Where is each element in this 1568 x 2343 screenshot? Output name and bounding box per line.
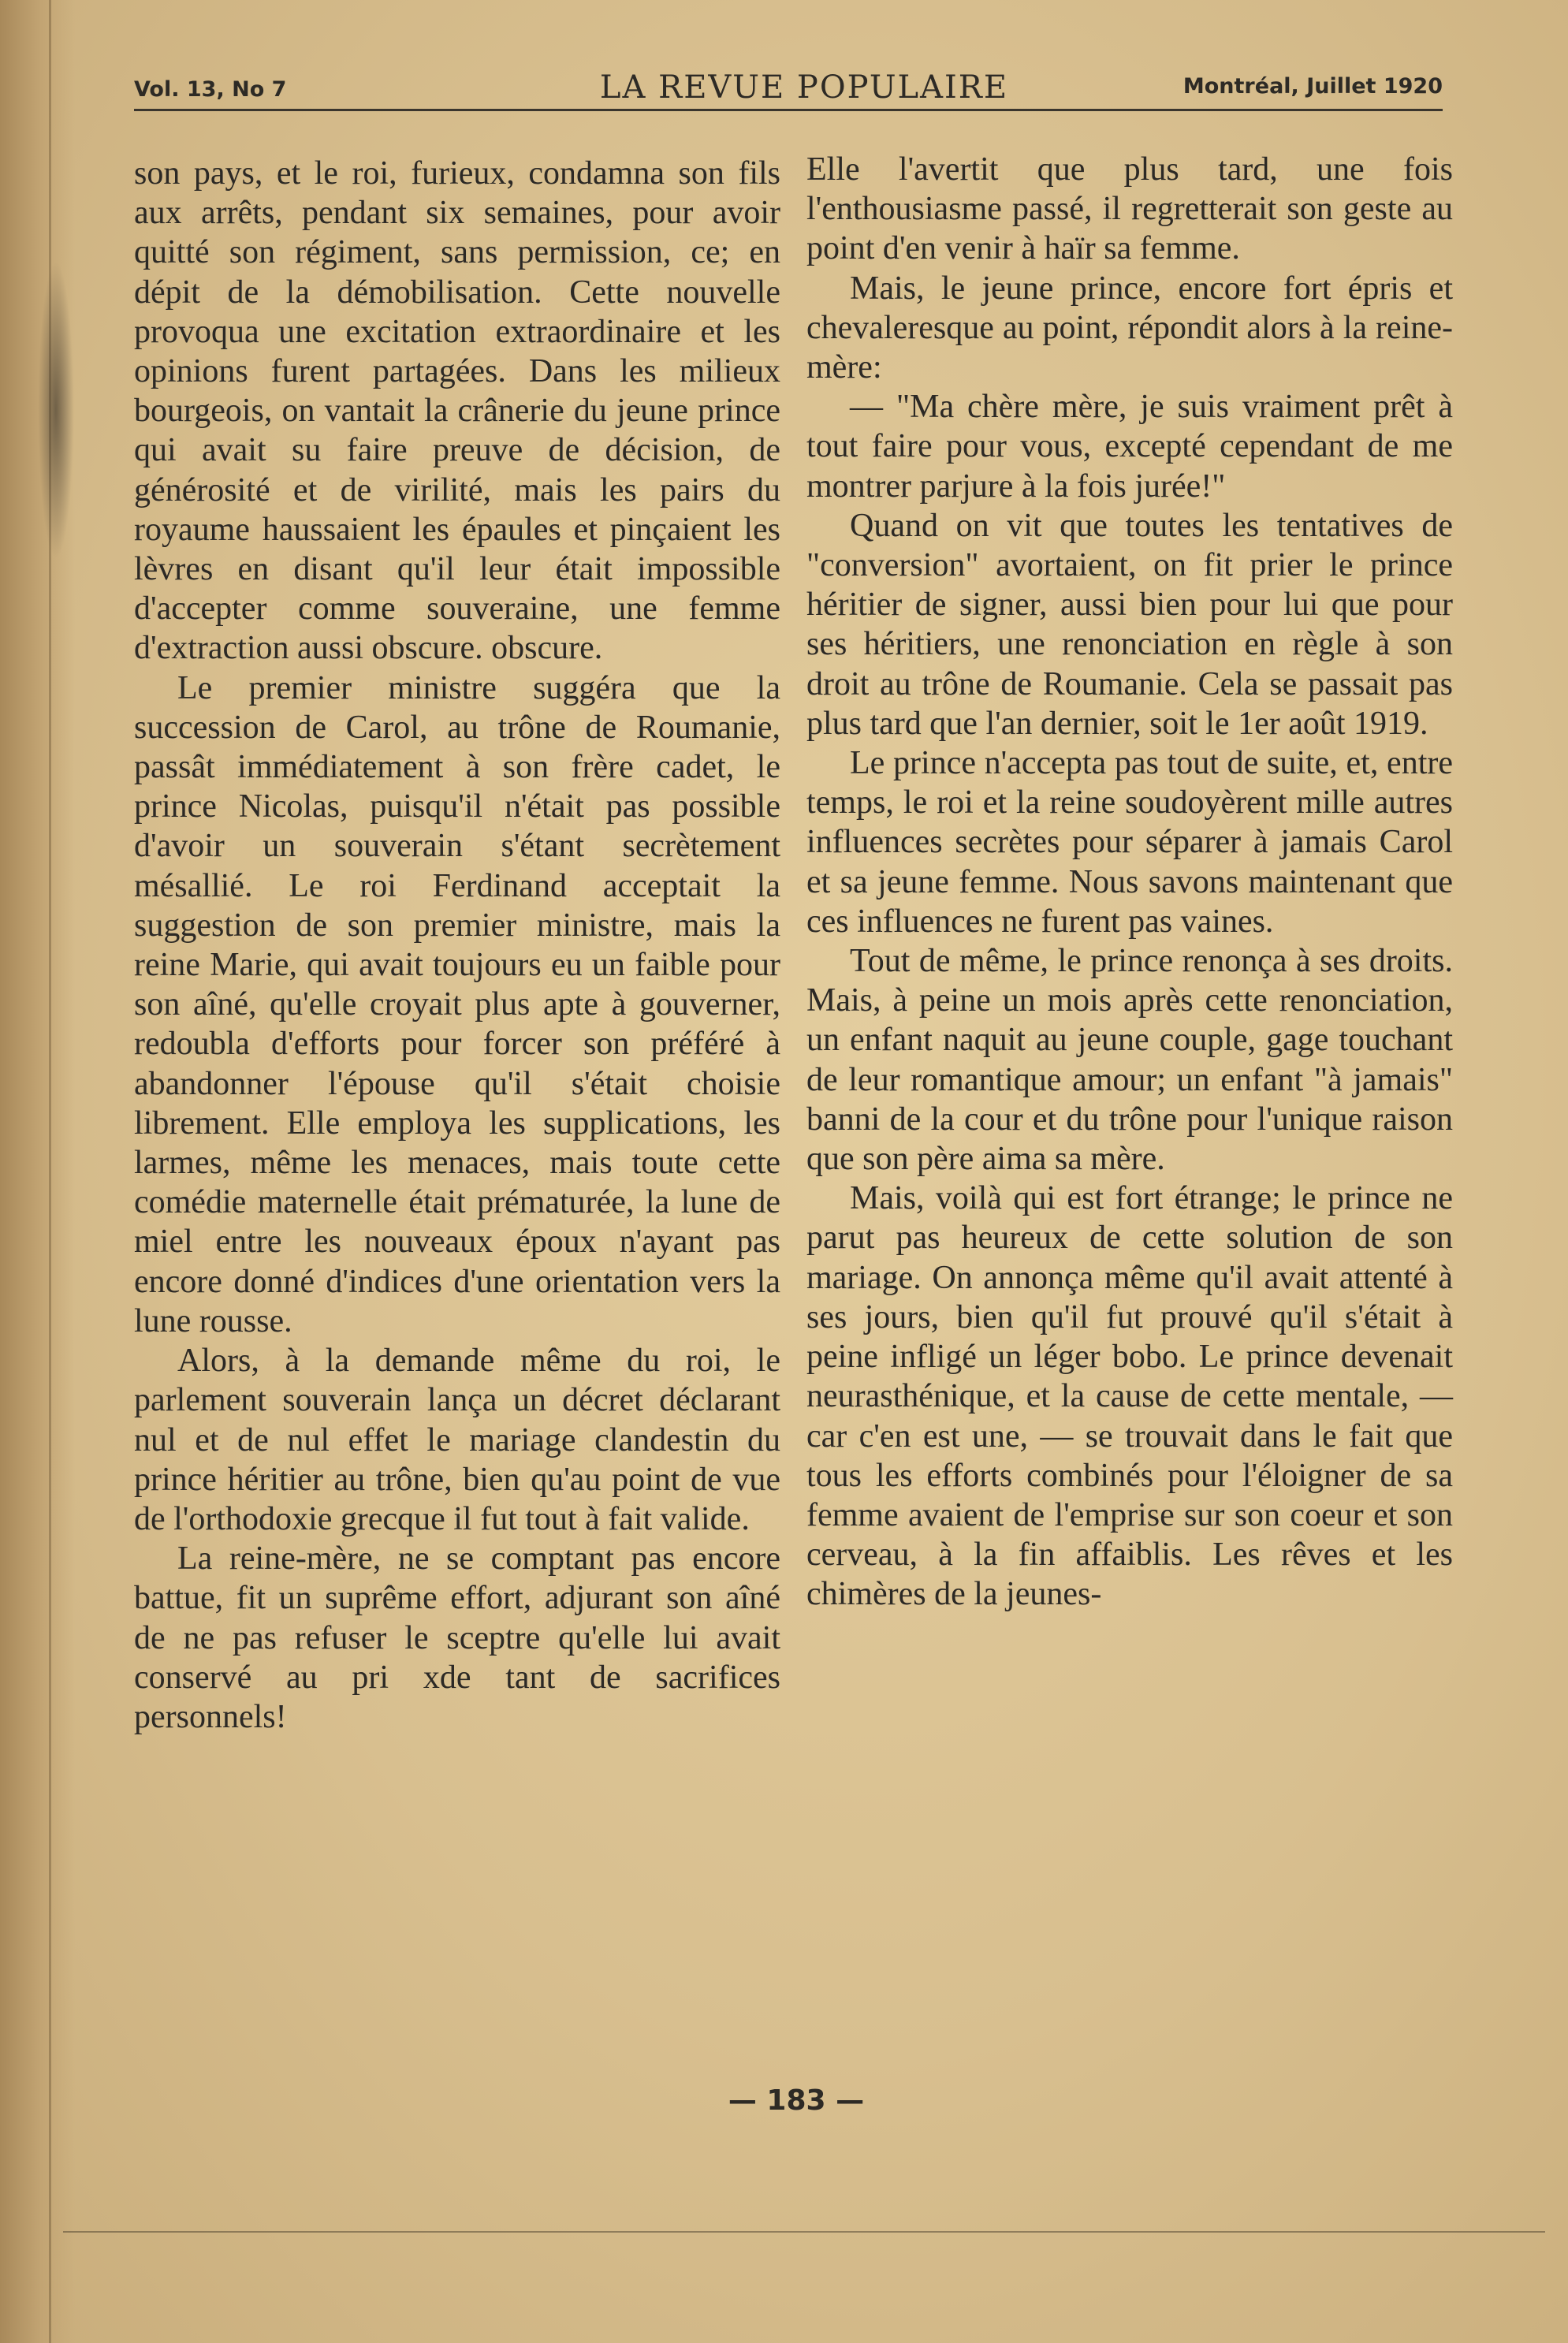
header-rule	[134, 109, 1443, 111]
bottom-rule	[63, 2231, 1545, 2233]
ink-smudge	[38, 260, 74, 560]
paragraph: La reine-mère, ne se comptant pas encore battue, fit un suprême effort, adjurant son aîné de ne pas refuser le sceptre qu'elle lui avait conservé au pri xde tant de sacrifices personnels!	[134, 1540, 780, 1735]
place-date: Montréal, Juillet 1920	[1183, 74, 1443, 99]
paragraph: — "Ma chère mère, je suis vraiment prêt à tout faire pour vous, excepté cependant de me montrer parjure à la fois jurée!"	[806, 389, 1453, 505]
paragraph: Elle l'avertit que plus tard, une fois l'enthousiasme passé, il regretterait son geste au point d'en venir à haïr sa femme.	[806, 151, 1453, 267]
paragraph: Quand on vit que toutes les tentatives de "conversion" avortaient, on fit prier le prince héritier de signer, aussi bien pour lui que pour ses héritiers, une renonciation en règle à son droit au trône de Roumanie. Cela se passait pas plus tard que l'an dernier, soit le 1er août 1919.	[806, 507, 1453, 742]
paragraph: Tout de même, le prince renonça à ses droits. Mais, à peine un mois après cette renonciation, un enfant naquit au jeune couple, gage touchant de leur romantique amour; un enfant "à jamais" banni de la cour et du trône pour l'unique raison que son père aima sa mère.	[806, 943, 1453, 1178]
left-column	[134, 154, 780, 1737]
paragraph: son pays, et le roi, furieux, condamna son fils aux arrêts, pendant six semaines, pour avoir quitté son régiment, sans permission, ce; en dépit de la démobilisation. Cette nouvelle provoqua une excitation extraordinaire et les opinions furent partagées. Dans les milieux bourgeois, on vantait la crânerie du jeune prince qui avait su faire preuve de décision, de générosité et de virilité, mais les pairs du royaume haussaient les épaules et pinçaient les lèvres en disant qu'il leur était impossible d'accepter comme souveraine, une femme d'extraction aussi obscure. obscure.	[134, 155, 780, 667]
paragraph: Le premier ministre suggéra que la succession de Carol, au trône de Roumanie, passât immédiatement à son frère cadet, le prince Nicolas, puisqu'il n'était pas possible d'avoir un souverain s'étant secrètement mésallié. Le roi Ferdinand acceptait la suggestion de son premier ministre, mais la reine Marie, qui avait toujours eu un faible pour son aîné, qu'elle croyait plus apte à gouverner, redoubla d'efforts pour forcer son préféré à abandonner l'épouse qu'il s'était choisie librement. Elle employa les supplications, les larmes, même les menaces, mais toute cette comédie maternelle était prématurée, la lune de miel entre les nouveaux époux n'ayant pas encore donné d'indices d'une orientation vers la lune rousse.	[134, 669, 780, 1339]
right-column	[806, 150, 1453, 1615]
paragraph: Le prince n'accepta pas tout de suite, et, entre temps, le roi et la reine soudoyèrent mille autres influences secrètes pour séparer à jamais Carol et sa jeune femme. Nous savons maintenant que ces influences ne furent pas vaines.	[806, 745, 1453, 940]
journal-title: LA REVUE POPULAIRE	[599, 69, 1009, 106]
paragraph: Mais, le jeune prince, encore fort épris et chevaleresque au point, répondit alors à la reine-mère:	[806, 270, 1453, 386]
paragraph: Alors, à la demande même du roi, le parlement souverain lança un décret déclarant nul et de nul effet le mariage clandestin du prince héritier au trône, bien qu'au point de vue de l'orthodoxie grecque il fut tout à fait valide.	[134, 1343, 780, 1537]
volume-number: Vol. 13, No 7	[134, 77, 287, 102]
page-number: — 183 —	[728, 2084, 865, 2117]
paragraph: Mais, voilà qui est fort étrange; le prince ne parut pas heureux de cette solution de son mariage. On annonça même qu'il avait attenté à ses jours, bien qu'il fut prouvé qu'il s'était à peine infligé un léger bobo. Le prince devenait neurasthénique, et la cause de cette mentale, — car c'en est une, — se trouvait dans le fait que tous les efforts combinés pour l'éloigner de sa femme avaient de l'emprise sur son coeur et son cerveau, à la fin affaiblis. Les rêves et les chimères de la jeunes-	[806, 1180, 1453, 1613]
